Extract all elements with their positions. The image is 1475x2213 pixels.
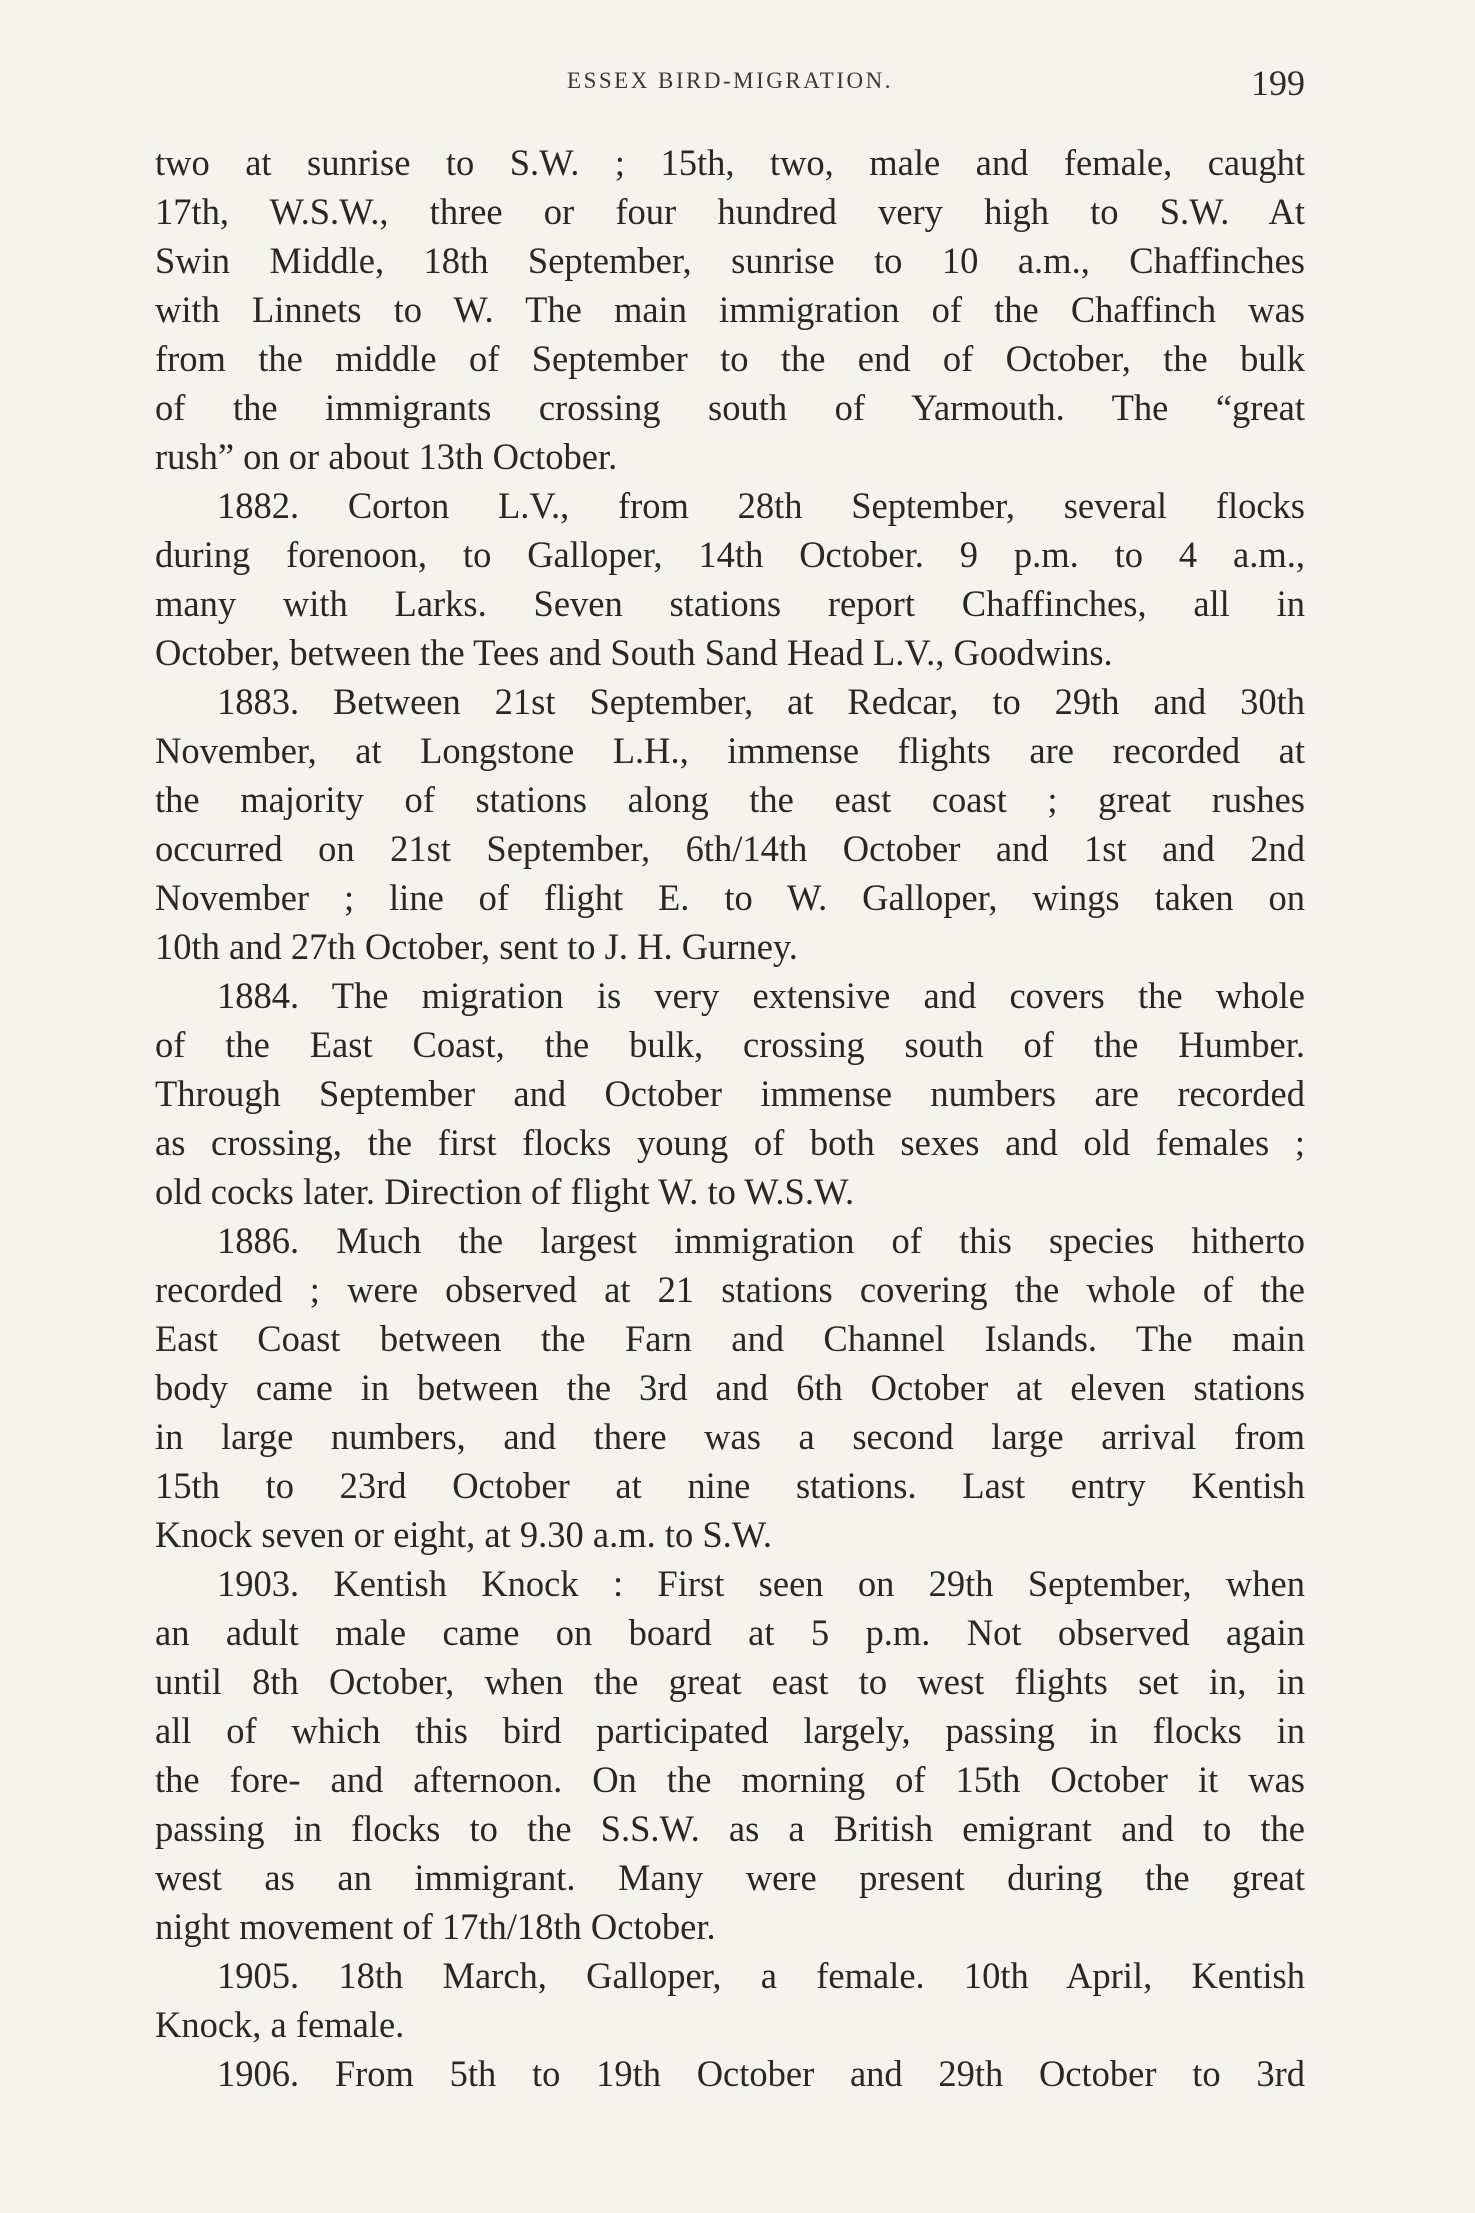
- paragraph-first-line: 1886. Much the largest immigration of this species hitherto: [217, 1220, 1305, 1261]
- text-line: the fore- and afternoon. On the morning of 15th October it was: [155, 1759, 1305, 1800]
- paragraph-first-line: 1883. Between 21st September, at Redcar, to 29th and 30th: [217, 681, 1305, 722]
- text-line: October, between the Tees and South Sand Head L.V., Goodwins.: [155, 632, 1113, 673]
- text-line: body came in between the 3rd and 6th October at eleven stations: [155, 1367, 1305, 1408]
- text-line: Through September and October immense numbers are recorded: [155, 1073, 1305, 1114]
- text-line: night movement of 17th/18th October.: [155, 1906, 716, 1947]
- text-line: occurred on 21st September, 6th/14th October and 1st and 2nd: [155, 828, 1305, 869]
- text-line: rush” on or about 13th October.: [155, 436, 618, 477]
- text-line: of the East Coast, the bulk, crossing south of the Humber.: [155, 1024, 1305, 1065]
- text-line: until 8th October, when the great east to west flights set in, in: [155, 1661, 1305, 1702]
- text-line: with Linnets to W. The main immigration of the Chaffinch was: [155, 289, 1305, 330]
- text-line: Knock seven or eight, at 9.30 a.m. to S.W.: [155, 1514, 773, 1555]
- paragraph-first-line: 1903. Kentish Knock : First seen on 29th September, when: [217, 1563, 1305, 1604]
- text-line: two at sunrise to S.W. ; 15th, two, male and female, caught: [155, 142, 1305, 183]
- text-line: in large numbers, and there was a second large arrival from: [155, 1416, 1305, 1457]
- text-line: an adult male came on board at 5 p.m. Not observed again: [155, 1612, 1305, 1653]
- text-line: recorded ; were observed at 21 stations covering the whole of the: [155, 1269, 1305, 1310]
- text-line: during forenoon, to Galloper, 14th October. 9 p.m. to 4 a.m.,: [155, 534, 1305, 575]
- text-line: many with Larks. Seven stations report Chaffinches, all in: [155, 583, 1305, 624]
- text-line: old cocks later. Direction of flight W. to W.S.W.: [155, 1171, 855, 1212]
- text-line: the majority of stations along the east coast ; great rushes: [155, 779, 1305, 820]
- text-line: west as an immigrant. Many were present during the great: [155, 1857, 1305, 1898]
- text-line: Knock, a female.: [155, 2004, 405, 2045]
- paragraph-first-line: 1905. 18th March, Galloper, a female. 10th April, Kentish: [217, 1955, 1305, 1996]
- running-title: ESSEX BIRD-MIGRATION.: [567, 68, 893, 93]
- text-line: from the middle of September to the end of October, the bulk: [155, 338, 1305, 379]
- text-line: all of which this bird participated largely, passing in flocks in: [155, 1710, 1305, 1751]
- text-line: Swin Middle, 18th September, sunrise to 10 a.m., Chaffinches: [155, 240, 1305, 281]
- text-line: passing in flocks to the S.S.W. as a British emigrant and to the: [155, 1808, 1305, 1849]
- text-line: 10th and 27th October, sent to J. H. Gurney.: [155, 926, 798, 967]
- text-line: November, at Longstone L.H., immense flights are recorded at: [155, 730, 1305, 771]
- paragraph-first-line: 1884. The migration is very extensive and covers the whole: [217, 975, 1305, 1016]
- text-line: 15th to 23rd October at nine stations. Last entry Kentish: [155, 1465, 1305, 1506]
- text-line: of the immigrants crossing south of Yarmouth. The “great: [155, 387, 1305, 428]
- page-number: 199: [1251, 63, 1305, 103]
- body-text: [155, 138, 1305, 2098]
- text-line: as crossing, the first flocks young of both sexes and old females ;: [155, 1122, 1305, 1163]
- text-line: 17th, W.S.W., three or four hundred very high to S.W. At: [155, 191, 1305, 232]
- paragraph-first-line: 1906. From 5th to 19th October and 29th October to 3rd: [217, 2053, 1305, 2094]
- text-line: November ; line of flight E. to W. Galloper, wings taken on: [155, 877, 1305, 918]
- running-head: [155, 62, 1305, 102]
- text-line: East Coast between the Farn and Channel Islands. The main: [155, 1318, 1305, 1359]
- paragraph-first-line: 1882. Corton L.V., from 28th September, several flocks: [217, 485, 1305, 526]
